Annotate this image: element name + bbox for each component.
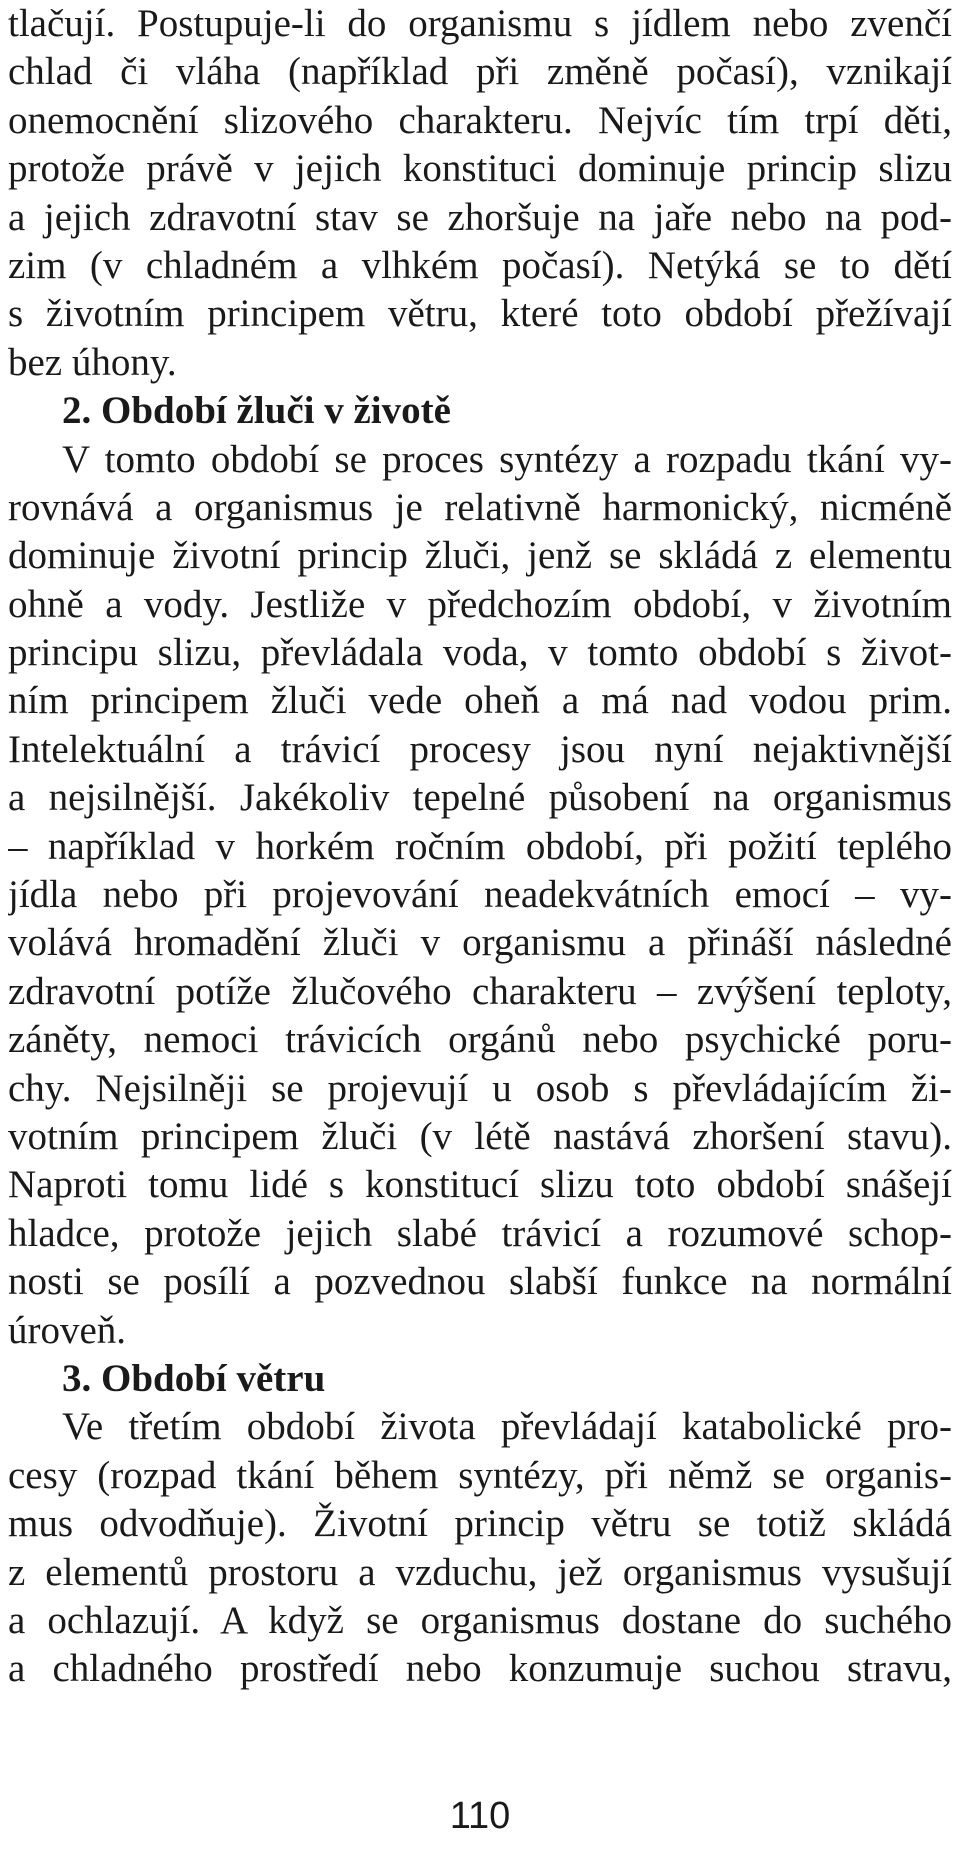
text-line: chlad či vláha (například při změně počasí), vznikají xyxy=(8,50,952,94)
page-number: 110 xyxy=(449,1795,511,1837)
text-line: ním principem žluči vede oheň a má nad vodou prim. xyxy=(8,679,952,723)
body-text xyxy=(8,0,952,1694)
text-line: Intelektuální a trávicí procesy jsou nyní nejaktivnější xyxy=(8,727,952,771)
text-line: protože právě v jejich konstituci dominuje princip slizu xyxy=(8,147,952,191)
text-line: bez úhony. xyxy=(8,340,177,384)
text-line: rovnává a organismus je relativně harmonický, nicméně xyxy=(8,485,952,529)
text-line: Ve třetím období života převládají katabolické pro- xyxy=(62,1405,952,1449)
text-line: V tomto období se proces syntézy a rozpadu tkání vy- xyxy=(62,437,952,481)
text-line: úroveň. xyxy=(8,1308,127,1352)
text-line: zim (v chladném a vlhkém počasí). Netýká se to dětí xyxy=(8,243,952,287)
section-heading: 3. Období větru xyxy=(62,1356,326,1400)
document-page xyxy=(8,0,952,1694)
text-line: jídla nebo při projevování neadekvátních emocí – vy- xyxy=(8,873,952,917)
text-line: dominuje životní princip žluči, jenž se skládá z elementu xyxy=(8,534,952,578)
text-line: Naproti tomu lidé s konstitucí slizu toto období snášejí xyxy=(8,1163,952,1207)
text-line: volává hromadění žluči v organismu a přináší následné xyxy=(8,921,952,965)
text-line: tlačují. Postupuje-li do organismu s jídlem nebo zvenčí xyxy=(8,2,952,45)
text-line: onemocnění slizového charakteru. Nejvíc tím trpí děti, xyxy=(8,98,952,142)
text-line: nosti se posílí a pozvednou slabší funkce na normální xyxy=(8,1260,952,1304)
text-line: hladce, protože jejich slabé trávicí a rozumové schop- xyxy=(8,1211,952,1255)
text-line: – například v horkém ročním období, při požití teplého xyxy=(8,824,952,868)
text-line: z elementů prostoru a vzduchu, jež organismus vysušují xyxy=(8,1550,952,1594)
text-line: s životním principem větru, které toto období přežívají xyxy=(8,292,952,336)
text-line: chy. Nejsilněji se projevují u osob s převládajícím ži- xyxy=(8,1066,952,1110)
section-heading: 2. Období žluči v životě xyxy=(62,389,451,433)
text-line: a ochlazují. A když se organismus dostane do suchého xyxy=(8,1598,952,1642)
text-line: a jejich zdravotní stav se zhoršuje na jaře nebo na pod- xyxy=(8,195,952,239)
text-line: mus odvodňuje). Životní princip větru se totiž skládá xyxy=(8,1502,952,1546)
text-line: ohně a vody. Jestliže v předchozím období, v životním xyxy=(8,582,952,626)
text-line: a chladného prostředí nebo konzumuje suchou stravu, xyxy=(8,1647,952,1691)
text-line: principu slizu, převládala voda, v tomto období s život- xyxy=(8,631,952,675)
text-line: záněty, nemoci trávicích orgánů nebo psychické poru- xyxy=(8,1018,952,1062)
text-line: votním principem žluči (v létě nastává zhoršení stavu). xyxy=(8,1114,952,1158)
text-line: a nejsilnější. Jakékoliv tepelné působení na organismus xyxy=(8,776,952,820)
text-line: cesy (rozpad tkání během syntézy, při němž se organis- xyxy=(8,1453,952,1497)
text-line: zdravotní potíže žlučového charakteru – zvýšení teploty, xyxy=(8,969,952,1013)
